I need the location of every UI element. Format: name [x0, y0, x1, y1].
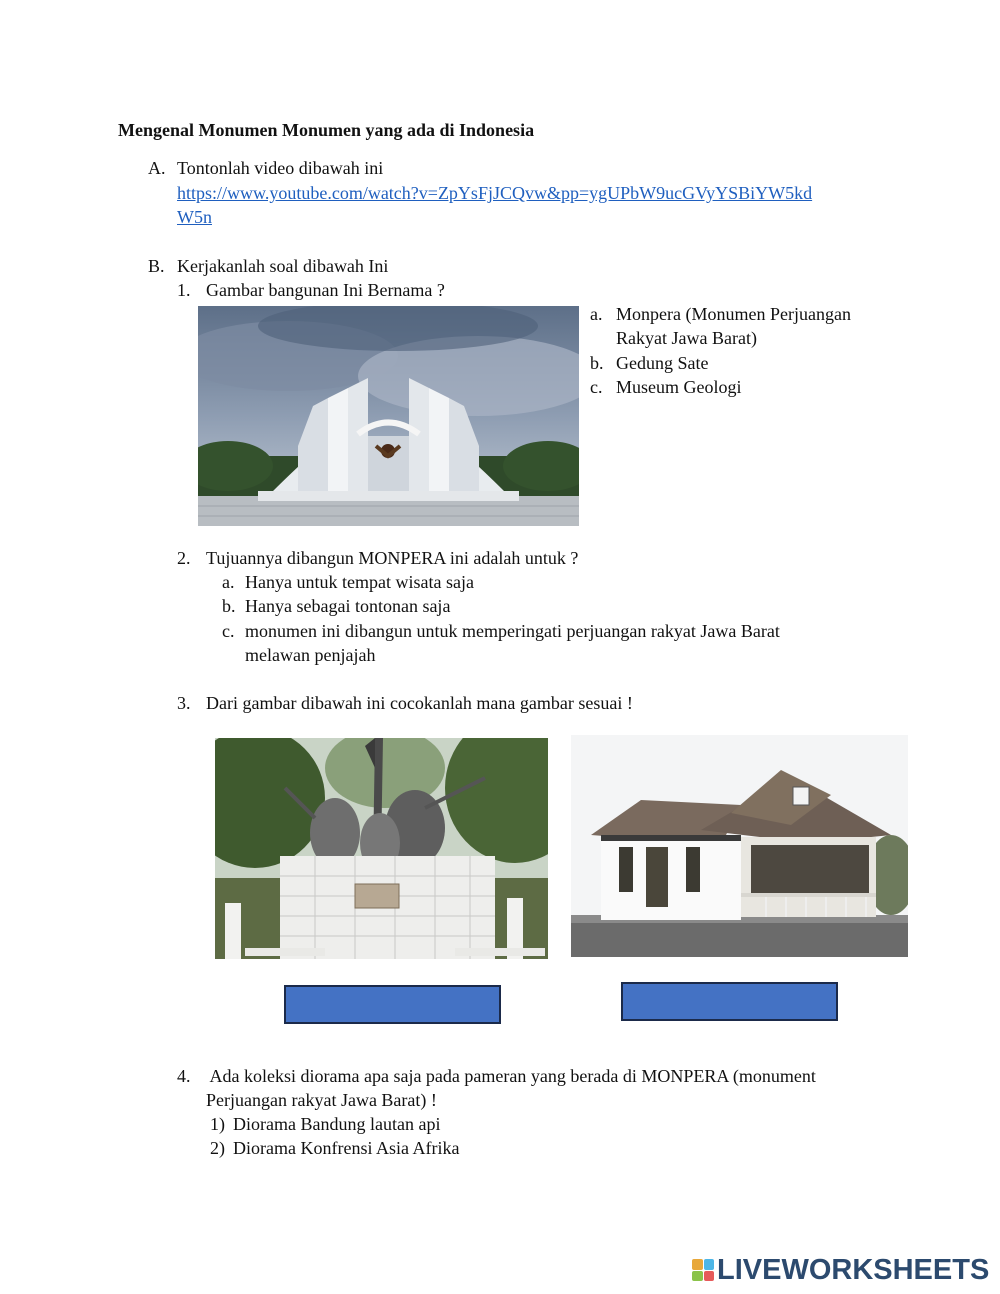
q2-option-c-marker: c.: [222, 621, 235, 641]
section-b-marker: B.: [148, 256, 165, 276]
q4-item-2-marker: 2): [210, 1138, 225, 1158]
q1-option-a-line1: Monpera (Monumen Perjuangan: [616, 304, 851, 324]
q1-option-c-marker: c.: [590, 377, 603, 397]
section-b-text: Kerjakanlah soal dibawah Ini: [177, 256, 389, 276]
q2-option-a-text: Hanya untuk tempat wisata saja: [245, 572, 474, 592]
q2-text: Tujuannya dibangun MONPERA ini adalah untuk ?: [206, 548, 579, 568]
q4-item-2-text: Diorama Konfrensi Asia Afrika: [233, 1138, 460, 1158]
q1-text: Gambar bangunan Ini Bernama ?: [206, 280, 445, 300]
logo-text: LIVEWORKSHEETS: [717, 1254, 990, 1286]
q4-item-1-text: Diorama Bandung lautan api: [233, 1114, 441, 1134]
video-link-line1[interactable]: https://www.youtube.com/watch?v=ZpYsFjJCQvw&pp=ygUPbW9ucGVyYSBiYW5kd: [177, 183, 813, 203]
historic-house-photo: [571, 735, 908, 957]
q2-number: 2.: [177, 548, 191, 568]
q1-option-c-text: Museum Geologi: [616, 377, 742, 397]
statue-monument-photo: [215, 738, 548, 959]
q4-line1: Ada koleksi diorama apa saja pada pameran yang berada di MONPERA (monument: [206, 1066, 816, 1086]
q2-option-b-marker: b.: [222, 596, 236, 616]
q4-number: 4.: [177, 1066, 191, 1086]
section-a-text: Tontonlah video dibawah ini: [177, 158, 384, 178]
q1-option-b-marker: b.: [590, 353, 604, 373]
video-link-line2[interactable]: W5n: [177, 207, 212, 227]
q2-option-b-text: Hanya sebagai tontonan saja: [245, 596, 451, 616]
q3-text: Dari gambar dibawah ini cocokanlah mana gambar sesuai !: [206, 693, 633, 713]
q4-line2: Perjuangan rakyat Jawa Barat) !: [206, 1090, 437, 1110]
q1-number: 1.: [177, 280, 191, 300]
liveworksheets-logo: [692, 1255, 989, 1285]
liveworksheets-logo-icon: [692, 1259, 714, 1281]
q3-number: 3.: [177, 693, 191, 713]
q2-option-c-line2: melawan penjajah: [245, 645, 376, 665]
section-a-marker: A.: [148, 158, 166, 178]
q1-option-a-line2: Rakyat Jawa Barat): [616, 328, 757, 348]
monpera-photo: [198, 306, 579, 526]
q1-option-b-text: Gedung Sate: [616, 353, 709, 373]
q2-option-c-line1: monumen ini dibangun untuk memperingati perjuangan rakyat Jawa Barat: [245, 621, 780, 641]
q2-option-a-marker: a.: [222, 572, 235, 592]
page-title: Mengenal Monumen Monumen yang ada di Indonesia: [118, 120, 535, 140]
answer-box-2[interactable]: [621, 982, 838, 1021]
q1-option-a-marker: a.: [590, 304, 603, 324]
q4-item-1-marker: 1): [210, 1114, 225, 1134]
answer-box-1[interactable]: [284, 985, 501, 1024]
